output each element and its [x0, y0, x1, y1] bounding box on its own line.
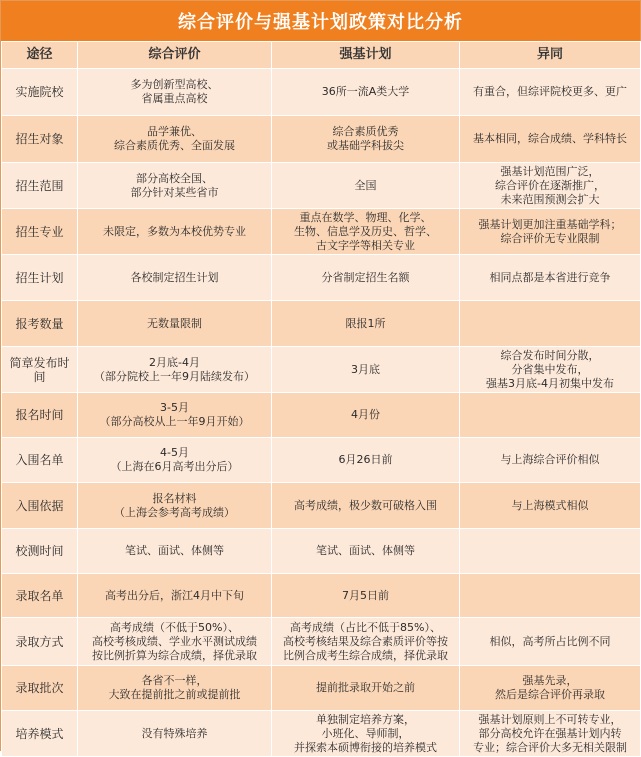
table-row [2, 209, 641, 255]
cell-difference [460, 393, 641, 438]
cell-strong-base: 36所一流A类大学 [272, 69, 460, 116]
table-row [2, 483, 641, 529]
cell-strong-base: 全国 [272, 163, 460, 209]
cell-comprehensive: 各省不一样， 大致在提前批之前或提前批 [78, 666, 272, 711]
row-label: 培养模式 [2, 711, 78, 757]
header-row [2, 42, 641, 69]
cell-strong-base: 综合素质优秀 或基础学科拔尖 [272, 116, 460, 163]
cell-comprehensive: 无数量限制 [78, 301, 272, 347]
table-row [2, 618, 641, 666]
cell-difference: 基本相同，综合成绩、学科特长 [460, 116, 641, 163]
cell-comprehensive: 4-5月 （上海在6月高考出分后） [78, 438, 272, 483]
cell-comprehensive: 笔试、面试、体侧等 [78, 529, 272, 574]
row-label: 录取方式 [2, 618, 78, 666]
row-label: 录取名单 [2, 574, 78, 618]
cell-strong-base: 单独制定培养方案， 小班化、导师制， 并探索本硕博衔接的培养模式 [272, 711, 460, 757]
row-label: 简章发布时间 [2, 347, 78, 393]
cell-comprehensive: 未限定，多数为本校优势专业 [78, 209, 272, 255]
cell-strong-base: 7月5日前 [272, 574, 460, 618]
row-label: 招生对象 [2, 116, 78, 163]
cell-strong-base: 分省制定招生名额 [272, 255, 460, 301]
row-label: 招生计划 [2, 255, 78, 301]
cell-strong-base: 高考成绩（占比不低于85%）、 高校考核结果及综合素质评价等按 比例合成考生综合成绩，择优录取 [272, 618, 460, 666]
row-label: 实施院校 [2, 69, 78, 116]
cell-comprehensive: 多为创新型高校、 省属重点高校 [78, 69, 272, 116]
cell-strong-base: 3月底 [272, 347, 460, 393]
table-row [2, 301, 641, 347]
table-row [2, 163, 641, 209]
header-cell-route: 途径 [2, 42, 78, 69]
header-cell-difference: 异同 [460, 42, 641, 69]
row-label: 入围依据 [2, 483, 78, 529]
cell-comprehensive: 报名材料 （上海会参考高考成绩） [78, 483, 272, 529]
cell-difference: 强基计划原则上不可转专业， 部分高校允许在强基计划内转 专业；综合评价大多无相关限制 [460, 711, 641, 757]
cell-difference: 相同点都是本省进行竞争 [460, 255, 641, 301]
table-row [2, 666, 641, 711]
table-title: 综合评价与强基计划政策对比分析 [1, 1, 640, 41]
table-row [2, 393, 641, 438]
cell-difference: 有重合，但综评院校更多、更广 [460, 69, 641, 116]
row-label: 校测时间 [2, 529, 78, 574]
comparison-table [1, 41, 641, 757]
cell-strong-base: 4月份 [272, 393, 460, 438]
cell-difference [460, 574, 641, 618]
row-label: 入围名单 [2, 438, 78, 483]
row-label: 报名时间 [2, 393, 78, 438]
table-row [2, 574, 641, 618]
header-cell-comprehensive: 综合评价 [78, 42, 272, 69]
cell-difference: 强基先录， 然后是综合评价再录取 [460, 666, 641, 711]
cell-strong-base: 笔试、面试、体侧等 [272, 529, 460, 574]
cell-comprehensive: 部分高校全国、 部分针对某些省市 [78, 163, 272, 209]
table-row [2, 347, 641, 393]
cell-comprehensive: 高考出分后，浙江4月中下旬 [78, 574, 272, 618]
cell-difference: 强基计划范围广泛， 综合评价在逐渐推广， 未来范围预测会扩大 [460, 163, 641, 209]
cell-difference: 强基计划更加注重基础学科； 综合评价无专业限制 [460, 209, 641, 255]
cell-difference: 综合发布时间分散， 分省集中发布， 强基3月底-4月初集中发布 [460, 347, 641, 393]
cell-strong-base: 6月26日前 [272, 438, 460, 483]
cell-strong-base: 高考成绩，极少数可破格入围 [272, 483, 460, 529]
row-label: 招生范围 [2, 163, 78, 209]
cell-difference: 相似，高考所占比例不同 [460, 618, 641, 666]
row-label: 报考数量 [2, 301, 78, 347]
cell-strong-base: 提前批录取开始之前 [272, 666, 460, 711]
row-label: 招生专业 [2, 209, 78, 255]
cell-comprehensive: 2月底-4月 （部分院校上一年9月陆续发布） [78, 347, 272, 393]
cell-difference: 与上海综合评价相似 [460, 438, 641, 483]
table-row [2, 255, 641, 301]
cell-strong-base: 重点在数学、物理、化学、 生物、信息学及历史、哲学、 古文字学等相关专业 [272, 209, 460, 255]
cell-comprehensive: 高考成绩（不低于50%）、 高校考核成绩、学业水平测试成绩 按比例折算为综合成绩，择优录取 [78, 618, 272, 666]
cell-difference [460, 301, 641, 347]
table-row [2, 69, 641, 116]
cell-comprehensive: 各校制定招生计划 [78, 255, 272, 301]
cell-comprehensive: 品学兼优、 综合素质优秀、全面发展 [78, 116, 272, 163]
cell-comprehensive: 没有特殊培养 [78, 711, 272, 757]
cell-strong-base: 限报1所 [272, 301, 460, 347]
table-row [2, 711, 641, 757]
cell-comprehensive: 3-5月 （部分高校从上一年9月开始） [78, 393, 272, 438]
table-row [2, 529, 641, 574]
header-cell-strong-base: 强基计划 [272, 42, 460, 69]
cell-difference [460, 529, 641, 574]
table-row [2, 438, 641, 483]
table-row [2, 116, 641, 163]
row-label: 录取批次 [2, 666, 78, 711]
cell-difference: 与上海模式相似 [460, 483, 641, 529]
